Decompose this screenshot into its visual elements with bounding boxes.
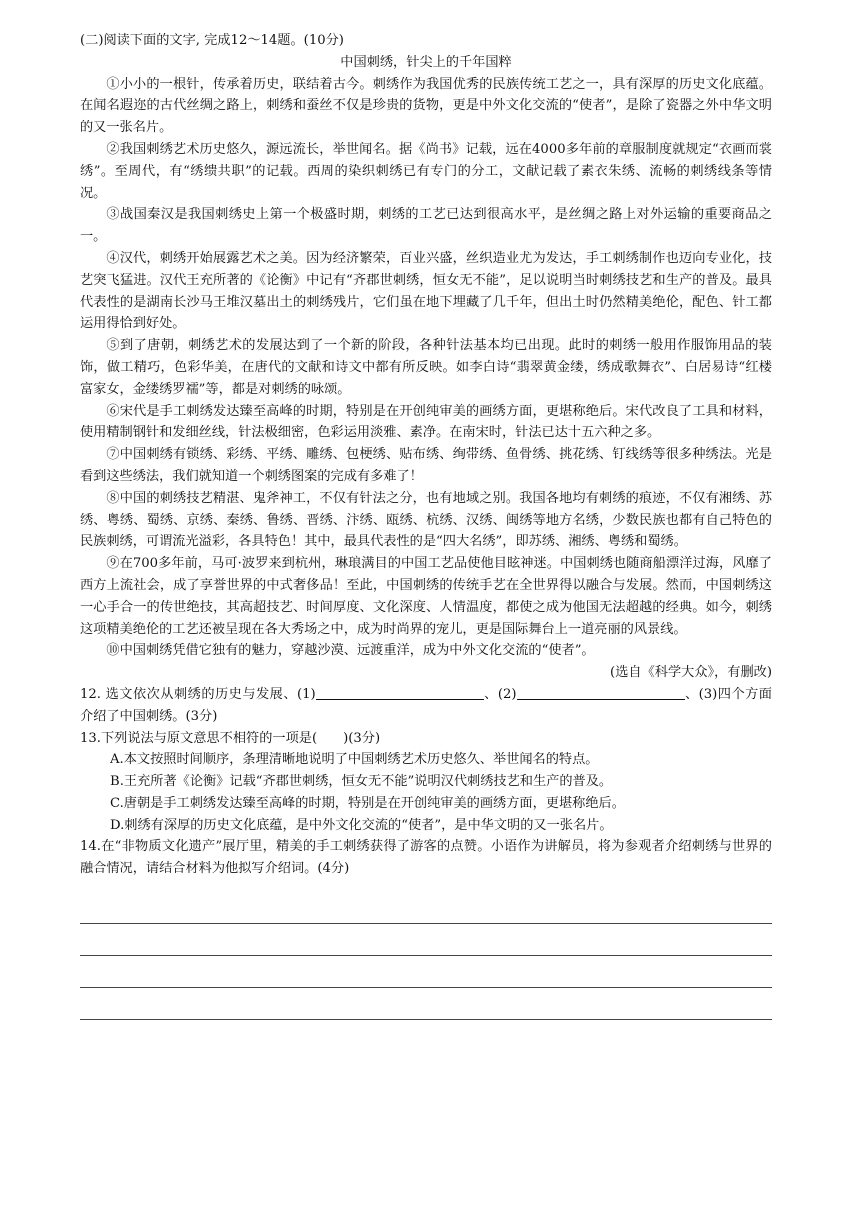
option-c: C.唐朝是手工刺绣发达臻至高峰的时期，特别是在开创纯审美的画绣方面，更堪称绝后。 xyxy=(110,795,625,811)
question-13-stem-b: )(3分) xyxy=(343,730,381,746)
question-13-stem-a: 13.下列说法与原文意思不相符的一项是( xyxy=(80,730,318,746)
answer-blank-1[interactable] xyxy=(316,684,484,700)
article-paragraph-3: ③战国秦汉是我国刺绣史上第一个极盛时期，刺绣的工艺已达到很高水平，是丝绸之路上对外运输的重要商品之一。 xyxy=(80,207,772,245)
answer-blank-2[interactable] xyxy=(517,684,685,700)
article-paragraph-8: ⑧中国的刺绣技艺精湛、鬼斧神工，不仅有针法之分，也有地域之别。我国各地均有刺绣的痕迹，不仅有湘绣、苏绣、粤绣、蜀绣、京绣、秦绣、鲁绣、晋绣、汴绣、瓯绣、杭绣、汉绣、闽绣等地方名绣，少数民族也都有自己特色的民族刺绣，可谓流光溢彩，各具特色！其中，最具代表性的是“四大名绣”，即苏绣、湘绣、粤绣和蜀绣。 xyxy=(80,490,772,550)
exam-page xyxy=(80,30,772,1020)
question-12 xyxy=(80,684,772,728)
question-12-text-1: 12. 选文依次从刺绣的历史与发展、(1) xyxy=(80,686,316,702)
option-d: D.刺绣有深厚的历史文化底蕴，是中外文化交流的“使者”，是中华文明的又一张名片。 xyxy=(110,817,613,833)
answer-line[interactable] xyxy=(80,892,772,924)
article-paragraph-5: ⑤到了唐朝，刺绣艺术的发展达到了一个新的阶段，各种针法基本均已出现。此时的刺绣一般用作服饰用品的装饰，做工精巧，色彩华美，在唐代的文献和诗文中都有所反映。如李白诗“翡翠黄金缕，绣成歌舞衣”、白居易诗“红楼富家女，金缕绣罗襦”等，都是对刺绣的咏颂。 xyxy=(80,338,772,397)
answer-line[interactable] xyxy=(80,956,772,988)
article-paragraph-10: ⑩中国刺绣凭借它独有的魅力，穿越沙漠、远渡重洋，成为中外文化交流的“使者”。 xyxy=(106,643,595,659)
article-paragraph-4: ④汉代，刺绣开始展露艺术之美。因为经济繁荣，百业兴盛，丝织造业尤为发达，手工刺绣制作也迈向专业化，技艺突飞猛进。汉代王充所著的《论衡》中记有“齐郡世刺绣，恒女无不能”，足以说明当时刺绣技艺和生产的普及。最具代表性的是湖南长沙马王堆汉墓出土的刺绣残片，它们虽在地下埋藏了几千年，但出土时仍然精美绝伦，配色、针工都运用得恰到好处。 xyxy=(80,250,772,332)
question-12-text-2: 、(2) xyxy=(483,686,517,702)
question-13 xyxy=(80,728,772,750)
article-source: (选自《科学大众》，有删改) xyxy=(610,665,772,681)
article-title: 中国刺绣，针尖上的千年国粹 xyxy=(340,54,512,70)
article-paragraph-2: ②我国刺绣艺术历史悠久，源远流长，举世闻名。据《尚书》记载，远在4000多年前的章服制度就规定“衣画而裳绣”。至周代，有“绣缋共职”的记载。西周的染织刺绣已有专门的分工，文献记载了素衣朱绣、流畅的刺绣线条等情况。 xyxy=(80,141,772,201)
option-b: B.王充所著《论衡》记载“齐郡世刺绣，恒女无不能”说明汉代刺绣技艺和生产的普及。 xyxy=(110,774,613,790)
option-a: A.本文按照时间顺序，条理清晰地说明了中国刺绣艺术历史悠久、举世闻名的特点。 xyxy=(110,752,599,768)
article-paragraph-7: ⑦中国刺绣有锁绣、彩绣、平绣、雕绣、包梗绣、贴布绣、绚带绣、鱼骨绣、挑花绣、钉线绣等很多种绣法。光是看到这些绣法，我们就知道一个刺绣图案的完成有多难了！ xyxy=(80,447,772,484)
article-paragraph-6: ⑥宋代是手工刺绣发达臻至高峰的时期，特别是在开创纯审美的画绣方面，更堪称绝后。宋代改良了工具和材料，使用精制钢针和发细丝线，针法极细密，色彩运用淡雅、素净。在南宋时，针法已达十五六种之多。 xyxy=(80,403,772,441)
answer-lines xyxy=(80,892,772,1020)
article-paragraph-9: ⑨在700多年前，马可·波罗来到杭州，琳琅满目的中国工艺品使他目眩神迷。中国刺绣也随商船漂洋过海，风靡了西方上流社会，成了享誉世界的中式奢侈品！至此，中国刺绣的传统手艺在全世界得以融合与发展。然而，中国刺绣这一心手合一的传世绝技，其高超技艺、时间厚度、文化深度、人情温度，都使之成为他国无法超越的经典。如今，刺绣这项精美绝伦的工艺还被呈现在各大秀场之中，成为时尚界的宠儿，更是国际舞台上一道亮丽的风景线。 xyxy=(80,556,772,637)
article-paragraph-1: ①小小的一根针，传承着历史，联结着古今。刺绣作为我国优秀的民族传统工艺之一，具有深厚的历史文化底蕴。在闻名遐迩的古代丝绸之路上，刺绣和蚕丝不仅是珍贵的货物，更是中外文化交流的“使者”，是除了瓷器之外中华文明的又一张名片。 xyxy=(80,76,772,136)
question-12-text-3: 、(3)四个方面介绍了中国刺绣。(3分) xyxy=(80,686,772,724)
answer-line[interactable] xyxy=(80,924,772,956)
answer-line[interactable] xyxy=(80,988,772,1020)
section-intro: (二)阅读下面的文字, 完成12～14题。(10分) xyxy=(80,33,344,48)
question-14: 14.在“非物质文化遗产”展厅里，精美的手工刺绣获得了游客的点赞。小语作为讲解员，将为参观者介绍刺绣与世界的融合情况，请结合材料为他拟写介绍词。(4分) xyxy=(80,839,772,877)
